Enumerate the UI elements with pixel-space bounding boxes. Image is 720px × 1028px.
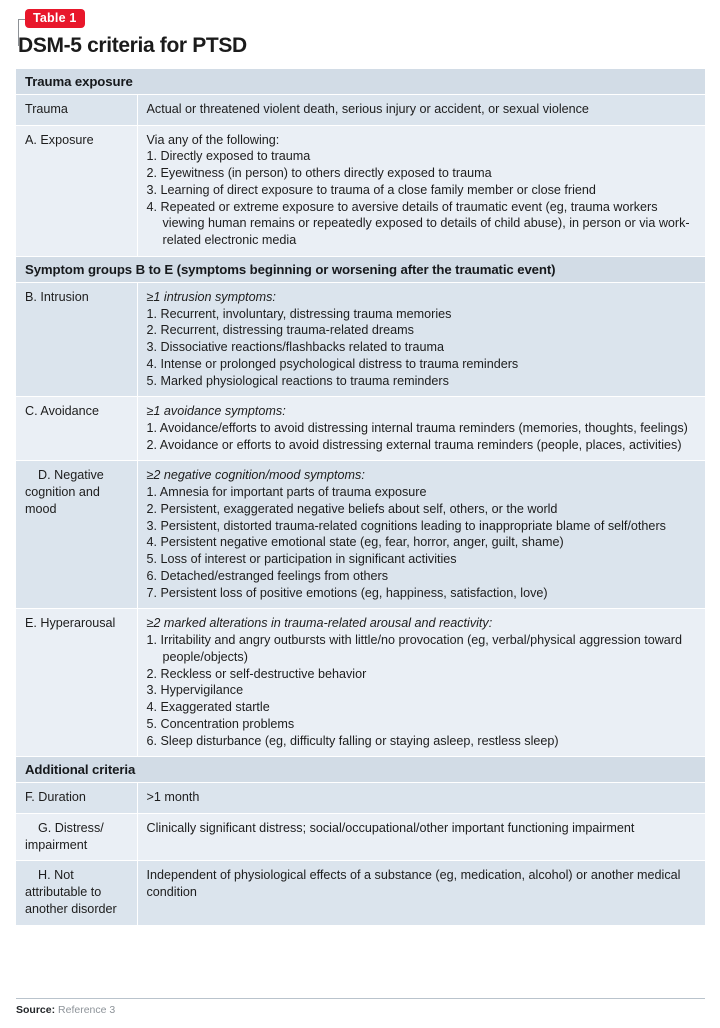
criterion-item: 1. Recurrent, involuntary, distressing trauma memories — [146, 306, 452, 321]
criterion-label-text: G. Distress/ impairment — [25, 820, 104, 852]
table-row — [16, 282, 705, 396]
criteria-table-body — [16, 69, 705, 926]
criterion-content — [137, 609, 705, 757]
criterion-label-text: C. Avoidance — [25, 404, 99, 419]
criterion-label-text: D. Negative cognition and mood — [25, 468, 104, 516]
criterion-label — [16, 397, 137, 461]
criterion-content — [137, 861, 705, 925]
table-row — [16, 813, 705, 860]
criterion-item-list — [147, 101, 697, 118]
table-row — [16, 125, 705, 256]
criterion-item: 2. Avoidance or efforts to avoid distressing external trauma reminders (people, places, activities) — [146, 437, 682, 452]
criterion-item: 1. Directly exposed to trauma — [146, 149, 311, 164]
criterion-label — [16, 95, 137, 126]
criterion-label — [16, 861, 137, 925]
table-section-header — [16, 757, 705, 783]
section-heading-text: Trauma exposure — [16, 69, 705, 95]
criterion-item: 5. Marked physiological reactions to trauma reminders — [146, 373, 449, 388]
source-note — [16, 998, 705, 1016]
criterion-item: 6. Sleep disturbance (eg, difficulty falling or staying asleep, restless sleep) — [146, 733, 559, 748]
criterion-label — [16, 461, 137, 609]
criterion-item: Independent of physiological effects of a substance (eg, medication, alcohol) or another medical condition — [146, 868, 681, 900]
criterion-item: 4. Exaggerated startle — [146, 700, 270, 715]
criterion-content — [137, 125, 705, 256]
criterion-item-list — [147, 789, 697, 806]
criterion-item: 1. Irritability and angry outbursts with little/no provocation (eg, verbal/physical aggression toward people/objects) — [146, 633, 683, 664]
table-row — [16, 397, 705, 461]
criterion-item: 3. Hypervigilance — [146, 683, 244, 698]
criterion-item: 5. Concentration problems — [146, 716, 295, 731]
criterion-item: 2. Persistent, exaggerated negative beliefs about self, others, or the world — [146, 501, 558, 516]
table-section-header — [16, 256, 705, 282]
section-heading-text: Additional criteria — [16, 757, 705, 783]
criterion-label-text: F. Duration — [25, 790, 86, 805]
source-label: Source: — [16, 1004, 56, 1016]
source-value: Reference 3 — [58, 1004, 116, 1016]
criterion-item: 2. Reckless or self-destructive behavior — [146, 666, 367, 681]
criterion-content — [137, 282, 705, 396]
criterion-label — [16, 813, 137, 860]
table-row — [16, 609, 705, 757]
criteria-table-wrapper — [16, 68, 705, 926]
criterion-item: 5. Loss of interest or participation in significant activities — [146, 552, 457, 567]
criterion-item: Actual or threatened violent death, serious injury or accident, or sexual violence — [146, 102, 589, 116]
criterion-item: 1. Amnesia for important parts of trauma exposure — [146, 485, 427, 500]
criterion-content — [137, 461, 705, 609]
criterion-label — [16, 125, 137, 256]
criterion-content — [137, 813, 705, 860]
page-title: DSM-5 criteria for PTSD — [18, 34, 247, 57]
criterion-item: 7. Persistent loss of positive emotions (eg, happiness, satisfaction, love) — [146, 585, 548, 600]
criterion-item: 2. Eyewitness (in person) to others directly exposed to trauma — [146, 166, 492, 181]
criterion-label — [16, 609, 137, 757]
section-heading-text: Symptom groups B to E (symptoms beginning or worsening after the traumatic event) — [16, 256, 705, 282]
criterion-label-text: Trauma — [25, 102, 68, 116]
criterion-label-text: A. Exposure — [25, 132, 94, 147]
criterion-content — [137, 397, 705, 461]
figure-header — [0, 0, 720, 66]
criterion-item: >1 month — [146, 790, 200, 805]
criterion-item: 3. Dissociative reactions/flashbacks related to trauma — [146, 340, 444, 355]
criterion-content — [137, 783, 705, 814]
table-section-header — [16, 69, 705, 95]
criterion-item: 6. Detached/estranged feelings from others — [146, 568, 389, 583]
criterion-item: 1. Avoidance/efforts to avoid distressing internal trauma reminders (memories, thoughts, feelings) — [146, 421, 688, 436]
criterion-lead-text: ≥2 negative cognition/mood symptoms: — [146, 468, 365, 483]
criterion-lead-text: Via any of the following: — [146, 132, 280, 147]
criterion-label-text: E. Hyperarousal — [25, 616, 116, 631]
table-row — [16, 783, 705, 814]
table-number-badge: Table 1 — [25, 9, 85, 28]
criterion-item-list — [147, 484, 697, 601]
criterion-item-list — [147, 867, 697, 900]
criterion-content — [137, 95, 705, 126]
criterion-item: Clinically significant distress; social/occupational/other important functioning impairment — [146, 820, 635, 835]
criterion-item: 3. Persistent, distorted trauma-related cognitions leading to inappropriate blame of self/others — [146, 518, 666, 533]
criterion-item-list — [147, 420, 697, 453]
criterion-label — [16, 783, 137, 814]
criterion-item: 3. Learning of direct exposure to trauma of a close family member or close friend — [146, 182, 596, 197]
criterion-item-list — [147, 820, 697, 837]
criterion-lead-text: ≥2 marked alterations in trauma-related arousal and reactivity: — [146, 616, 493, 631]
table-row — [16, 861, 705, 925]
table-row — [16, 95, 705, 126]
criterion-lead-text: ≥1 intrusion symptoms: — [146, 289, 276, 304]
criterion-label-text: H. Not attributable to another disorder — [25, 868, 117, 916]
criterion-label-text: B. Intrusion — [25, 289, 89, 304]
criterion-item: 4. Intense or prolonged psychological distress to trauma reminders — [146, 356, 519, 371]
criterion-label — [16, 282, 137, 396]
criterion-item-list — [147, 148, 697, 248]
criteria-table — [16, 68, 705, 926]
criterion-lead-text: ≥1 avoidance symptoms: — [146, 404, 286, 419]
table-row — [16, 461, 705, 609]
criterion-item: 4. Repeated or extreme exposure to aversive details of traumatic event (eg, trauma workers viewing human remains or repeatedly exposed to details of child abuse), in person or via work-related electronic media — [146, 199, 690, 248]
criterion-item-list — [147, 632, 697, 749]
criterion-item: 2. Recurrent, distressing trauma-related dreams — [146, 323, 414, 338]
criterion-item: 4. Persistent negative emotional state (eg, fear, horror, anger, guilt, shame) — [146, 535, 564, 550]
criterion-item-list — [147, 306, 697, 390]
